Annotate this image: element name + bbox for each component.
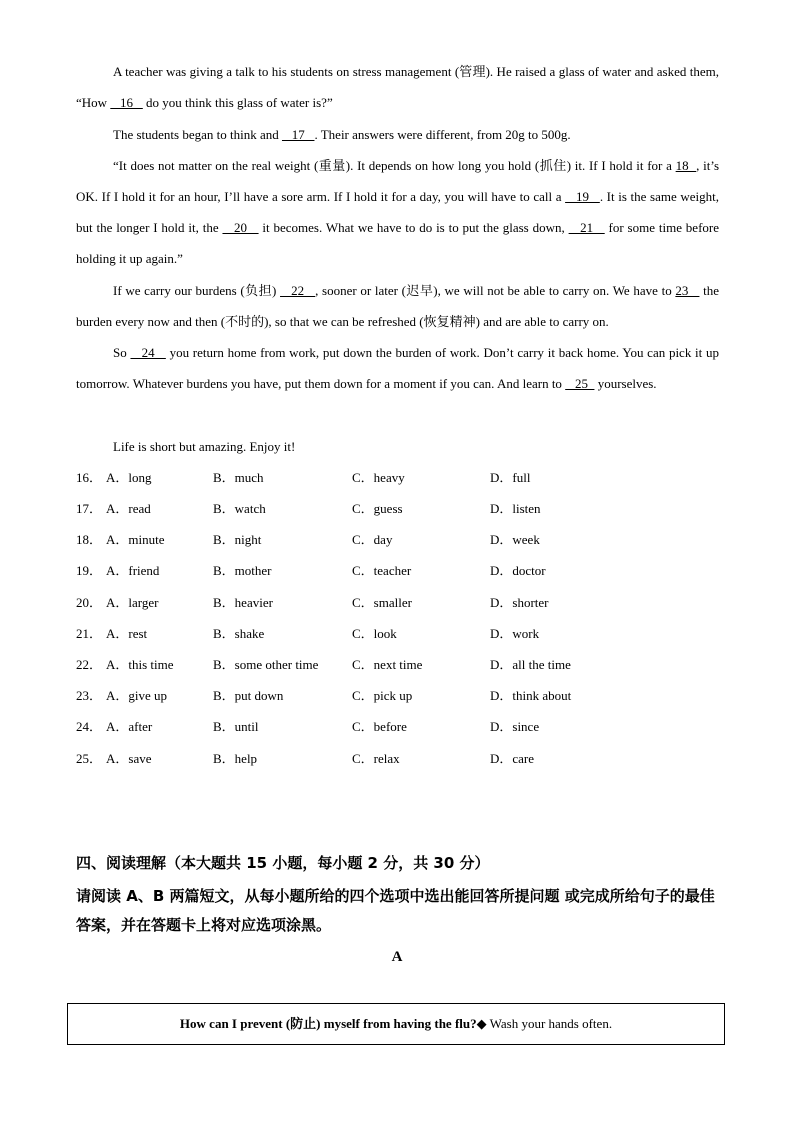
option-a: A．save: [106, 751, 152, 766]
passage-text: . It is the same weight, but the longer I hold it, the: [76, 189, 719, 235]
box-answer: Wash your hands often.: [486, 1016, 613, 1031]
question-options-17: [76, 499, 736, 519]
option-c: C．next time: [352, 657, 423, 672]
option-d: D．all the time: [490, 657, 571, 672]
passage-text: “It does not matter on the real weight (重量). It depends on how long you hold (抓住) it. If I hold it for a: [113, 158, 676, 173]
blank-22: 22: [280, 283, 316, 298]
diamond-bullet-icon: ◆: [476, 1016, 487, 1031]
passage-paragraph-6: [76, 431, 719, 462]
option-b: B．until: [213, 719, 259, 734]
option-d: D．full: [490, 470, 531, 485]
option-c: C．teacher: [352, 563, 412, 578]
option-b: B．mother: [213, 563, 272, 578]
option-c: C．look: [352, 626, 397, 641]
passage-paragraph-2: [76, 119, 719, 150]
option-d: D．think about: [490, 688, 572, 703]
option-a: A．larger: [106, 595, 159, 610]
option-a: A．this time: [106, 657, 174, 672]
blank-17: 17: [281, 127, 315, 142]
option-b: B．much: [213, 470, 264, 485]
option-c: C．heavy: [352, 470, 405, 485]
option-b: B．heavier: [213, 595, 273, 610]
blank-21: 21: [568, 220, 605, 235]
passage-paragraph-5: [76, 337, 719, 399]
passage-text: you return home from work, put down the burden of work. Don’t carry it back home. You can pick it up tomorrow. Whatever burdens you have, put them down for a moment if you can. And learn to: [76, 345, 720, 391]
question-options-19: [76, 561, 736, 581]
option-b: B．some other time: [213, 657, 319, 672]
question-options-20: [76, 593, 736, 613]
option-a: A．after: [106, 719, 153, 734]
question-number: 24．: [76, 719, 103, 734]
option-d: D．week: [490, 532, 540, 547]
option-c: C．guess: [352, 501, 403, 516]
option-b: B．put down: [213, 688, 284, 703]
option-d: D．work: [490, 626, 540, 641]
question-number: 22．: [76, 657, 103, 672]
question-number: 20．: [76, 595, 103, 610]
passage-text: If we carry our burdens (负担): [113, 283, 281, 298]
option-c: C．day: [352, 532, 393, 547]
option-a: A．give up: [106, 688, 168, 703]
section-title: 四、阅读理解（本大题共 15 小题，每小题 2 分，共 30 分）: [76, 854, 490, 872]
passage-text: the burden every now and then (不时的), so that we can be refreshed (恢复精神) and are able to carry on.: [76, 283, 719, 329]
blank-23: 23: [675, 283, 700, 298]
question-options-25: [76, 749, 736, 769]
blank-16: 16: [110, 95, 143, 110]
option-b: B．shake: [213, 626, 265, 641]
passage-text: A teacher was giving a talk to his students on stress management (管理). He raised a glass of water and asked them, “How: [76, 64, 719, 110]
question-number: 19．: [76, 563, 103, 578]
blank-25: 25: [565, 376, 595, 391]
blank-18: 18: [675, 158, 697, 173]
box-question: How can I prevent (防止) myself from having the flu?: [179, 1016, 477, 1031]
option-c: C．smaller: [352, 595, 412, 610]
passage-text: yourselves.: [594, 376, 657, 391]
question-number: 21．: [76, 626, 103, 641]
question-number: 25．: [76, 751, 103, 766]
option-a: A．long: [106, 470, 152, 485]
option-c: C．pick up: [352, 688, 413, 703]
option-d: D．shorter: [490, 595, 549, 610]
option-b: B．night: [213, 532, 262, 547]
option-c: C．relax: [352, 751, 400, 766]
flu-info-box: [67, 1003, 725, 1045]
option-d: D．listen: [490, 501, 541, 516]
blank-20: 20: [222, 220, 259, 235]
blank-19: 19: [565, 189, 600, 204]
question-options-16: [76, 468, 736, 488]
option-c: C．before: [352, 719, 407, 734]
option-a: A．friend: [106, 563, 160, 578]
passage-text: So: [113, 345, 131, 360]
question-options-18: [76, 530, 736, 550]
passage-text: , sooner or later (迟早), we will not be able to carry on. We have to: [315, 283, 676, 298]
option-a: A．minute: [106, 532, 165, 547]
option-d: D．doctor: [490, 563, 546, 578]
option-a: A．rest: [106, 626, 148, 641]
passage-text: for some time before holding it up again.”: [76, 220, 720, 266]
option-d: D．care: [490, 751, 535, 766]
question-options-22: [76, 655, 736, 675]
section-instructions: 请阅读 A、B 两篇短文，从每小题所给的四个选项中选出能回答所提问题 或完成所给句子的最佳答案，并在答题卡上将对应选项涂黑。: [76, 887, 715, 934]
option-a: A．read: [106, 501, 151, 516]
part-label: A: [391, 949, 403, 965]
question-options-23: [76, 686, 736, 706]
option-d: D．since: [490, 719, 540, 734]
blank-24: 24: [130, 345, 166, 360]
passage-paragraph-3: [76, 150, 719, 274]
question-number: 18．: [76, 532, 103, 547]
question-number: 17．: [76, 501, 103, 516]
question-options-24: [76, 717, 736, 737]
option-b: B．help: [213, 751, 258, 766]
question-number: 16．: [76, 470, 103, 485]
passage-text: Life is short but amazing. Enjoy it!: [113, 439, 296, 454]
passage-paragraph-4: [76, 275, 719, 337]
option-b: B．watch: [213, 501, 266, 516]
question-number: 23．: [76, 688, 103, 703]
question-options-21: [76, 624, 736, 644]
passage-text: it becomes. What we have to do is to put the glass down,: [258, 220, 569, 235]
passage-text: . Their answers were different, from 20g to 500g.: [314, 127, 571, 142]
passage-text: The students began to think and: [113, 127, 282, 142]
passage-text: , it’s OK. If I hold it for an hour, I’ll have a sore arm. If I hold it for a day, you will have to call a: [76, 158, 720, 204]
passage-paragraph-1: [76, 56, 719, 118]
passage-text: do you think this glass of water is?”: [142, 95, 333, 110]
